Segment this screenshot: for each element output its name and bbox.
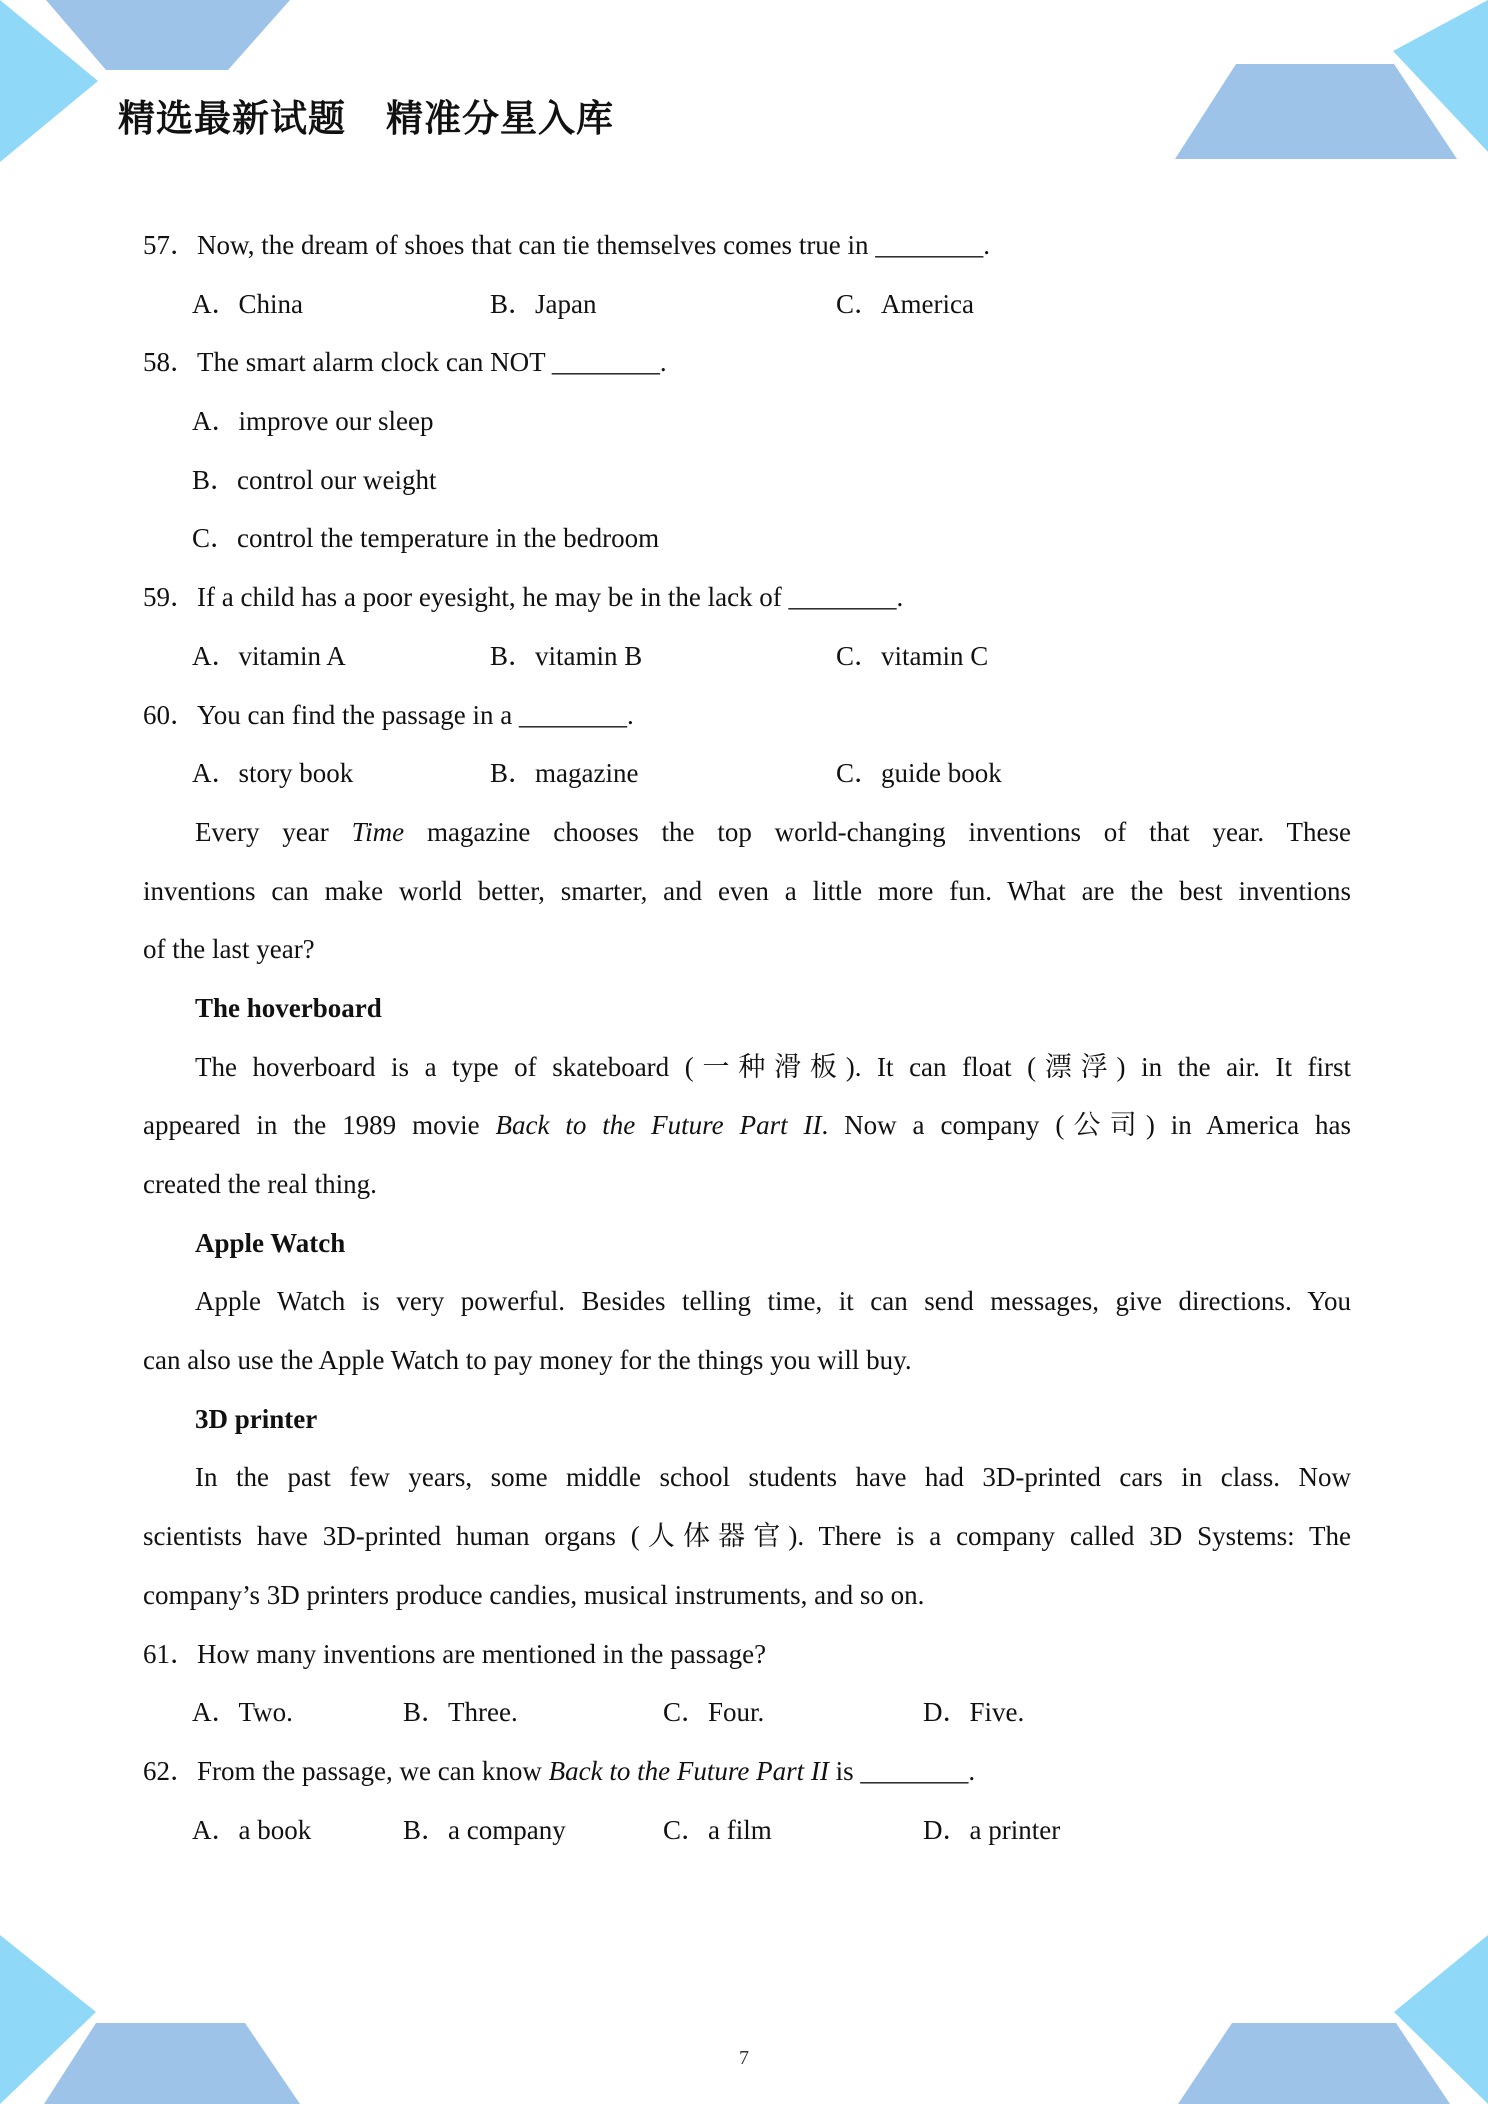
option: C．a film xyxy=(663,1814,772,1845)
passage-line: In the past few years, some middle school students have had 3D-printed cars in class. Now xyxy=(195,1462,1351,1493)
question-58: 58．The smart alarm clock can NOT ________. xyxy=(143,347,667,378)
question-61: 61．How many inventions are mentioned in the passage? xyxy=(143,1638,767,1669)
question-62-options xyxy=(143,1801,1351,1860)
passage-line: company’s 3D printers produce candies, musical instruments, and so on. xyxy=(143,1579,925,1610)
question-61-options xyxy=(143,1683,1351,1742)
option: D．Five. xyxy=(923,1697,1025,1728)
question-57-options xyxy=(143,275,1351,334)
option: A．China xyxy=(192,288,303,319)
header-title xyxy=(118,88,614,142)
option: B．a company xyxy=(403,1814,566,1845)
passage-intro-line: inventions can make world better, smarter, and even a little more fun. What are the best inventions xyxy=(143,875,1351,906)
option: A．vitamin A xyxy=(192,640,346,671)
option: A．Two. xyxy=(192,1697,293,1728)
option: C．guide book xyxy=(836,758,1002,789)
question-60-options xyxy=(143,744,1351,803)
option: A．a book xyxy=(192,1814,312,1845)
option: B．vitamin B xyxy=(490,640,643,671)
option: B．Japan xyxy=(490,288,597,319)
option: B．Three. xyxy=(403,1697,518,1728)
option: A．improve our sleep xyxy=(192,406,434,437)
corner-trapezoid-top-left xyxy=(46,0,290,70)
passage-line: created the real thing. xyxy=(143,1169,377,1199)
header-right-label: 精准分星入库 xyxy=(386,97,614,140)
corner-trapezoid-top-right xyxy=(1175,64,1457,159)
worksheet-content xyxy=(143,216,1351,1859)
option: B．magazine xyxy=(490,758,639,789)
passage-line: can also use the Apple Watch to pay money for the things you will buy. xyxy=(143,1345,912,1376)
passage-line: Apple Watch is very powerful. Besides telling time, it can send messages, give directions. You xyxy=(195,1286,1351,1317)
question-60: 60．You can find the passage in a ________. xyxy=(143,699,634,730)
passage-line: The hoverboard is a type of skateboard (一种滑板). It can float (漂浮) in the air. It first xyxy=(195,1051,1351,1082)
passage-line: scientists have 3D-printed human organs (人体器官). There is a company called 3D Systems: The xyxy=(143,1521,1351,1552)
option: C．Four. xyxy=(663,1697,765,1728)
option: C．America xyxy=(836,288,974,319)
question-57: 57．Now, the dream of shoes that can tie themselves comes true in ________. xyxy=(143,230,991,260)
section-heading-hoverboard: The hoverboard xyxy=(195,992,382,1023)
page-number: 7 xyxy=(739,2047,749,2069)
option: C．vitamin C xyxy=(836,640,989,671)
option: C．control the temperature in the bedroom xyxy=(192,523,660,554)
passage-line: appeared in the 1989 movie Back to the Future Part II. Now a company (公司) in America has xyxy=(143,1110,1352,1141)
passage-intro-line: Every year Time magazine chooses the top world-changing inventions of that year. These xyxy=(195,816,1351,847)
option: D．a printer xyxy=(923,1814,1061,1845)
option: A．story book xyxy=(192,758,354,789)
question-59-options xyxy=(143,627,1351,686)
option: B．control our weight xyxy=(192,464,437,495)
question-59: 59．If a child has a poor eyesight, he may be in the lack of ________. xyxy=(143,582,904,613)
section-heading-3d-printer: 3D printer xyxy=(195,1403,318,1434)
header-left-label: 精选最新试题 xyxy=(118,97,346,140)
section-heading-apple-watch: Apple Watch xyxy=(195,1227,346,1258)
passage-intro-line: of the last year? xyxy=(143,934,315,965)
question-62: 62．From the passage, we can know Back to the Future Part II is ________. xyxy=(143,1755,976,1786)
